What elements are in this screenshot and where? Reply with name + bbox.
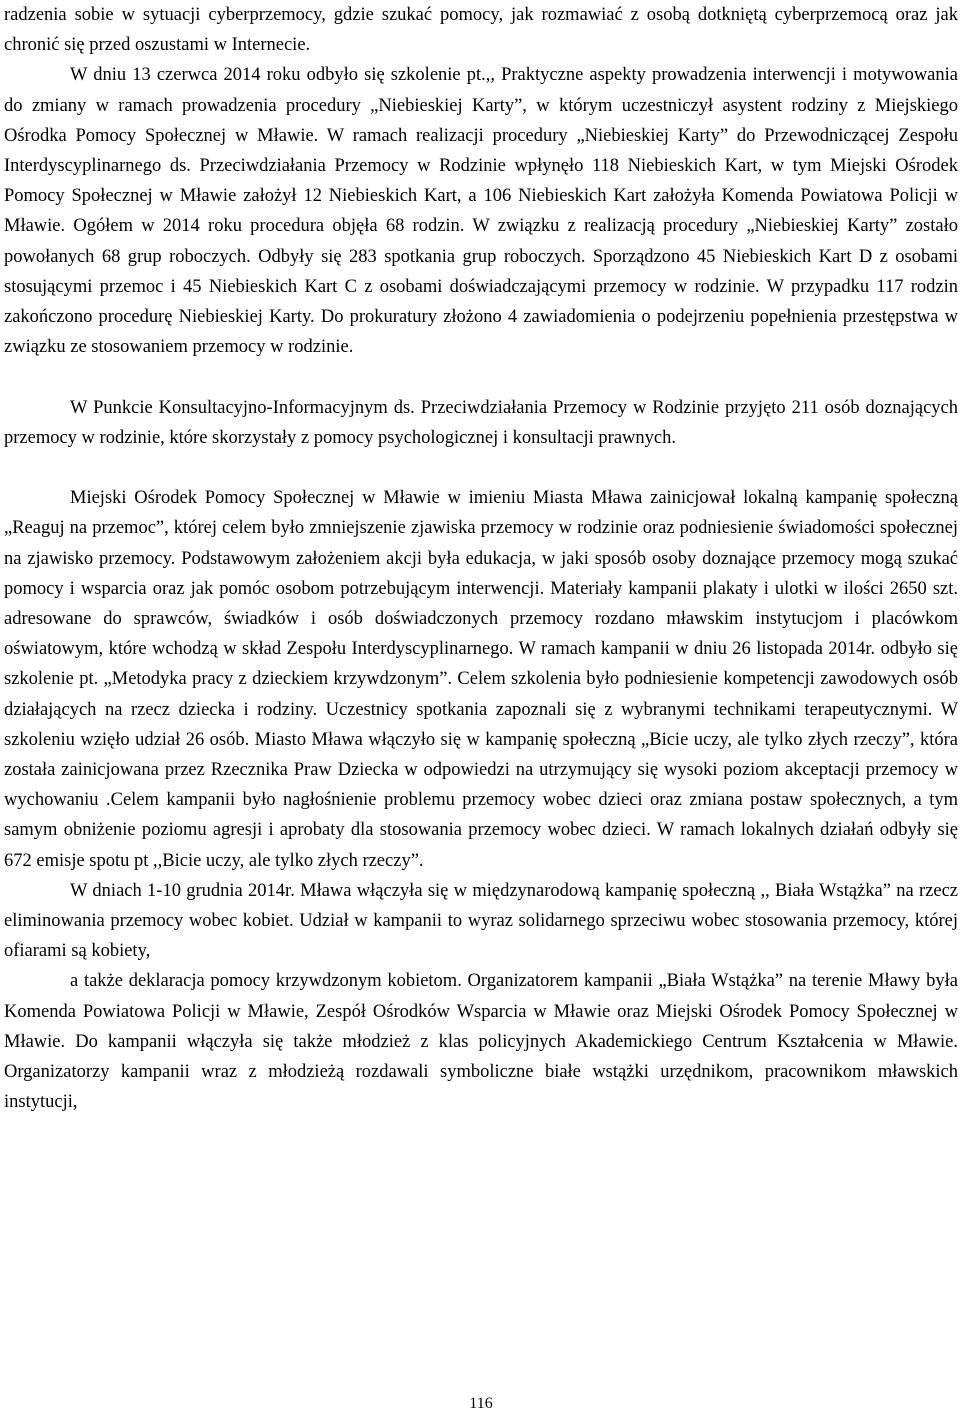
paragraph-5: W dniach 1-10 grudnia 2014r. Mława włączyła się w międzynarodową kampanię społeczną ,, Biała Wstążka” na rzecz eliminowania przemocy wobec kobiet. Udział w kampanii to wyraz solidarnego sprzeciwu wobec stosowania przemocy, której ofiarami są kobiety, bbox=[4, 880, 958, 962]
paragraph-1: radzenia sobie w sytuacji cyberprzemocy, gdzie szukać pomocy, jak rozmawiać z osobą dotkniętą cyberprzemocą oraz jak chronić się przed oszustami w Internecie. bbox=[4, 5, 958, 56]
body-text bbox=[4, 0, 958, 1117]
paragraph-gap bbox=[4, 362, 958, 392]
page-number: 116 bbox=[469, 1395, 493, 1412]
document-page bbox=[4, 0, 958, 1416]
paragraph-3: W Punkcie Konsultacyjno-Informacyjnym ds. Przeciwdziałania Przemocy w Rodzinie przyjęto 211 osób doznających przemocy w rodzinie, które skorzystały z pomocy psychologicznej i konsultacji prawnych. bbox=[4, 397, 958, 448]
paragraph-6: a także deklaracja pomocy krzywdzonym kobietom. Organizatorem kampanii „Biała Wstążka” na terenie Mławy była Komenda Powiatowa Policji w Mławie, Zespół Ośrodków Wsparcia w Mławie oraz Miejski Ośrodek Pomocy Społecznej w Mławie. Do kampanii włączyła się także młodzież z klas policyjnych Akademickiego Centrum Kształcenia w Mławie. Organizatorzy kampanii wraz z młodzieżą rozdawali symboliczne białe wstążki urzędnikom, pracownikom mławskich instytucji, bbox=[4, 971, 958, 1113]
paragraph-2: W dniu 13 czerwca 2014 roku odbyło się szkolenie pt.,, Praktyczne aspekty prowadzenia interwencji i motywowania do zmiany w ramach prowadzenia procedury „Niebieskiej Karty”, w którym uczestniczył asystent rodziny z Miejskiego Ośrodka Pomocy Społecznej w Mławie. W ramach realizacji procedury „Niebieskiej Karty” do Przewodniczącej Zespołu Interdyscyplinarnego ds. Przeciwdziałania Przemocy w Rodzinie wpłynęło 118 Niebieskich Kart, w tym Miejski Ośrodek Pomocy Społecznej w Mławie założył 12 Niebieskich Kart, a 106 Niebieskich Kart założyła Komenda Powiatowa Policji w Mławie. Ogółem w 2014 roku procedura objęła 68 rodzin. W związku z realizacją procedury „Niebieskiej Karty” zostało powołanych 68 grup roboczych. Odbyły się 283 spotkania grup roboczych. Sporządzono 45 Niebieskich Kart D z osobami stosującymi przemoc i 45 Niebieskich Kart C z osobami doświadczającymi przemocy w rodzinie. W przypadku 117 rodzin zakończono procedurę Niebieskiej Karty. Do prokuratury złożono 4 zawiadomienia o podejrzeniu popełnienia przestępstwa w związku ze stosowaniem przemocy w rodzinie. bbox=[4, 65, 958, 358]
paragraph-gap bbox=[4, 453, 958, 483]
paragraph-4: Miejski Ośrodek Pomocy Społecznej w Mławie w imieniu Miasta Mława zainicjował lokalną kampanię społeczną „Reaguj na przemoc”, której celem było zmniejszenie zjawiska przemocy w rodzinie oraz podniesienie świadomości społecznej na zjawisko przemocy. Podstawowym założeniem akcji była edukacja, w jaki sposób osoby doznające przemocy mogą szukać pomocy i wsparcia oraz jak pomóc osobom potrzebującym interwencji. Materiały kampanii plakaty i ulotki w ilości 2650 szt. adresowane do sprawców, świadków i osób doświadczonych przemocy rozdano mławskim instytucjom i placówkom oświatowym, które wchodzą w skład Zespołu Interdyscyplinarnego. W ramach kampanii w dniu 26 listopada 2014r. odbyło się szkolenie pt. „Metodyka pracy z dzieckiem krzywdzonym”. Celem szkolenia było podniesienie kompetencji zawodowych osób działających na rzecz dziecka i rodziny. Uczestnicy spotkania zapoznali się z wybranymi technikami terapeutycznymi. W szkoleniu wzięło udział 26 osób. Miasto Mława włączyło się w kampanię społeczną „Bicie uczy, ale tylko złych rzeczy”, która została zainicjowana przez Rzecznika Praw Dziecka w odpowiedzi na utrzymujący się wysoki poziom akceptacji przemocy w wychowaniu .Celem kampanii było nagłośnienie problemu przemocy wobec dzieci oraz zmiana postaw społecznych, a tym samym obniżenie poziomu agresji i aprobaty dla stosowania przemocy wobec dzieci. W ramach lokalnych działań odbyły się 672 emisje spotu pt ,,Bicie uczy, ale tylko złych rzeczy”. bbox=[4, 488, 958, 871]
